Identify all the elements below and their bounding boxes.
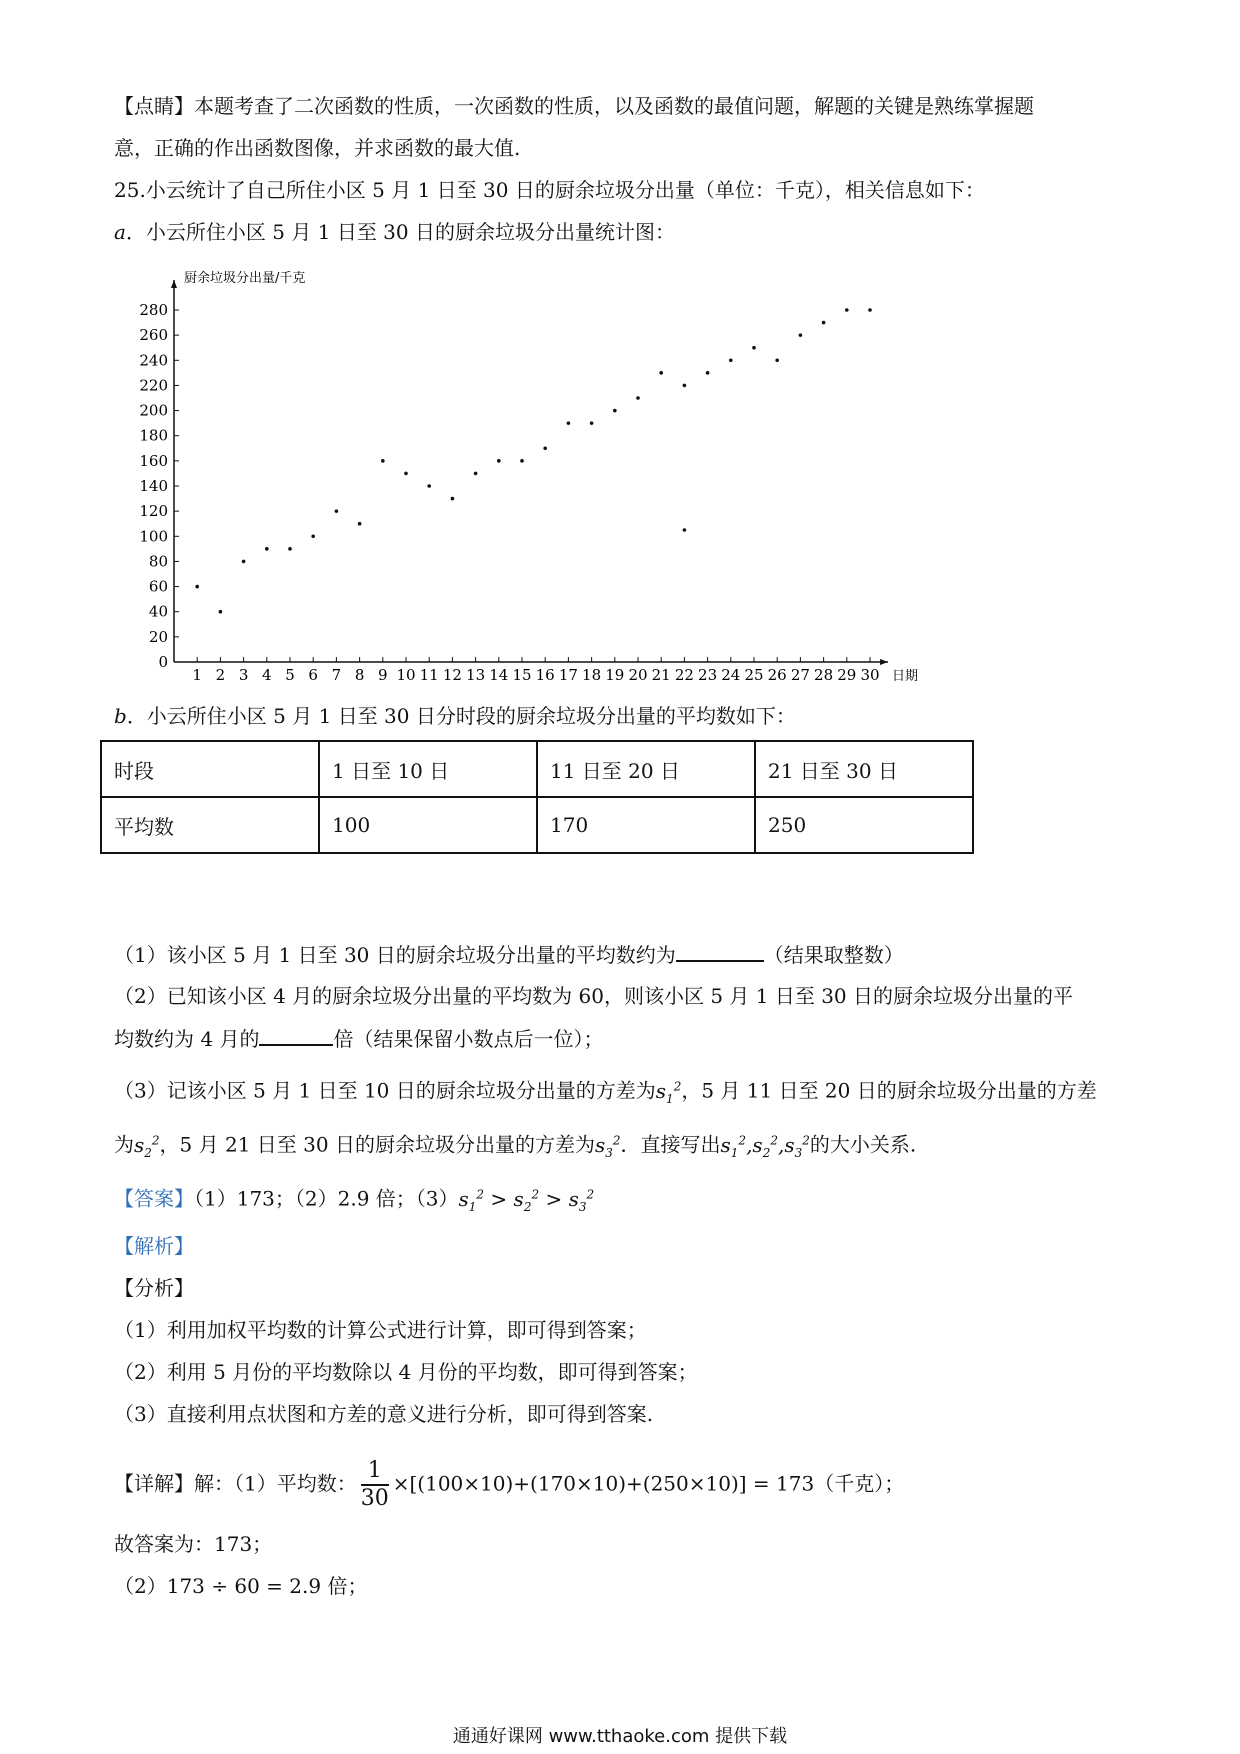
table-cell: 11 日至 20 日 [537,741,755,797]
fraction: $\frac{1}{30}$ [360,1458,389,1511]
data-point [543,446,547,450]
table-cell: 平均数 [101,797,319,853]
y-tick-label: 80 [148,552,168,571]
x-tick-label: 22 [674,666,694,682]
data-point [567,421,571,425]
data-point [474,472,478,476]
part-a: a．小云所住小区 5 月 1 日至 30 日的厨余垃圾分出量统计图： [114,220,675,244]
x-tick-label: 8 [354,666,365,682]
x-tick-label: 27 [790,666,810,682]
x-tick-label: 7 [331,666,342,682]
chart-y-label: 厨余垃圾分出量/千克 [184,271,306,286]
scatter-chart [130,262,930,682]
data-point [520,459,524,463]
page-footer: 通通好课网 www.tthaoke.com 提供下载 [452,1726,788,1747]
y-tick-label: 100 [139,527,168,546]
xiangjie-line-1: 【详解】解：（1）平均数： $\frac{1}{30}$ ×[(100×10)+(170×10)+(250×10)] = 173（千克）； [114,1458,905,1511]
data-point [381,459,385,463]
table-cell: 250 [755,797,973,853]
sub-question-2-line-2: 均数约为 4 月的 倍（结果保留小数点后一位）； [114,1024,603,1053]
data-point [242,560,246,564]
sub-question-3-line-1: （3）记该小区 5 月 1 日至 10 日的厨余垃圾分出量的方差为$s_1^2$，5 月 11 日至 20 日的厨余垃圾分出量的方差 [114,1078,1097,1106]
x-tick-label: 26 [767,666,787,682]
x-tick-label: 16 [535,666,555,682]
data-point [427,484,431,488]
x-tick-label: 11 [419,666,439,682]
y-tick-label: 240 [139,351,168,370]
data-point [497,459,501,463]
answer-blank-2[interactable] [259,1024,333,1046]
y-tick-label: 140 [139,477,168,495]
data-point [659,371,663,375]
data-point [265,547,269,551]
x-tick-label: 1 [192,666,202,682]
x-tick-label: 21 [651,666,671,682]
fenxi-line-3: （3）直接利用点状图和方差的意义进行分析，即可得到答案. [114,1402,654,1426]
table-header-row [101,741,973,797]
data-point [683,384,687,388]
data-point [752,346,756,350]
dianjing-line-2: 意，正确的作出函数图像，并求函数的最大值. [114,136,521,160]
x-tick-label: 25 [744,666,764,682]
x-tick-label: 18 [582,666,602,682]
y-tick-label: 260 [139,326,168,345]
data-point [613,409,617,413]
x-tick-label: 19 [605,666,625,682]
y-tick-label: 200 [139,401,168,420]
data-point [822,321,826,325]
table-cell: 170 [537,797,755,853]
x-tick-label: 6 [308,666,318,682]
fenxi-tag: 【分析】 [114,1276,194,1300]
data-point [451,497,455,501]
data-point [868,308,872,312]
y-tick-label: 160 [139,451,168,470]
x-tick-label: 13 [466,666,486,682]
data-point [729,358,733,362]
table-cell: 21 日至 30 日 [755,741,973,797]
table-cell: 100 [319,797,537,853]
x-axis-arrow [880,659,888,665]
jiexi-tag: 【解析】 [114,1234,194,1258]
table-row [101,797,973,853]
table-cell: 1 日至 10 日 [319,741,537,797]
y-tick-label: 220 [139,376,168,395]
data-point [799,333,803,337]
y-tick-label: 40 [148,602,168,621]
sub-question-3-line-2: 为$s_2^2$，5 月 21 日至 30 日的厨余垃圾分出量的方差为$s_3^2$．直接写出$s_1^2,s_2^2,s_3^2$的大小关系. [114,1132,917,1160]
table-cell: 时段 [101,741,319,797]
data-point [636,396,640,400]
sub-question-1: （1）该小区 5 月 1 日至 30 日的厨余垃圾分出量的平均数约为 （结果取整数） [114,940,904,969]
x-tick-label: 4 [262,666,272,682]
y-tick-label: 180 [139,426,168,445]
y-tick-label: 120 [139,502,168,521]
data-point [845,308,849,312]
x-tick-label: 3 [238,666,249,682]
data-point [311,534,315,538]
dianjing-line-1: 【点睛】本题考查了二次函数的性质，一次函数的性质，以及函数的最值问题，解题的关键是熟练掌握题 [114,94,1034,118]
xiangjie-answer-1: 故答案为：173； [114,1532,273,1556]
x-tick-label: 28 [814,666,834,682]
y-axis-arrow [171,280,177,288]
data-point [195,585,199,589]
fenxi-line-1: （1）利用加权平均数的计算公式进行计算，即可得到答案； [114,1318,647,1342]
y-tick-label: 0 [158,653,168,671]
x-tick-label: 20 [628,666,648,682]
chart-x-label: 日期 [892,669,919,682]
x-tick-label: 12 [442,666,462,682]
x-tick-label: 30 [860,666,880,682]
data-point [219,610,223,614]
x-tick-label: 9 [378,666,388,682]
x-tick-label: 14 [489,666,509,682]
x-tick-label: 10 [396,666,416,682]
data-point [358,522,362,526]
xiangjie-line-2: （2）173 ÷ 60 = 2.9 倍； [114,1574,368,1598]
x-tick-label: 29 [837,666,857,682]
x-tick-label: 15 [512,666,532,682]
data-point [404,472,408,476]
answer-line: 【答案】（1）173；（2）2.9 倍；$(3)s_1^2 > s_2^2 > s_3^2$ [114,1186,595,1214]
x-tick-label: 23 [698,666,718,682]
data-point [590,421,594,425]
x-tick-label: 17 [558,666,578,682]
y-tick-label: 280 [139,301,168,319]
x-tick-label: 2 [215,666,226,682]
answer-blank-1[interactable] [676,940,764,962]
data-point [288,547,292,551]
x-tick-label: 24 [721,666,741,682]
y-tick-label: 20 [148,627,168,646]
data-point [335,509,339,513]
data-point [775,358,779,362]
question-stem: 25.小云统计了自己所住小区 5 月 1 日至 30 日的厨余垃圾分出量（单位：千克），相关信息如下： [114,178,985,202]
data-point [706,371,710,375]
data-point [683,528,687,532]
y-tick-label: 60 [148,577,168,596]
sub-question-2-line-1: （2）已知该小区 4 月的厨余垃圾分出量的平均数为 60，则该小区 5 月 1 日至 30 日的厨余垃圾分出量的平 [114,984,1074,1008]
average-table [100,740,974,854]
fenxi-line-2: （2）利用 5 月份的平均数除以 4 月份的平均数，即可得到答案； [114,1360,698,1384]
x-tick-label: 5 [285,666,295,682]
part-b: b．小云所住小区 5 月 1 日至 30 日分时段的厨余垃圾分出量的平均数如下： [114,704,796,728]
